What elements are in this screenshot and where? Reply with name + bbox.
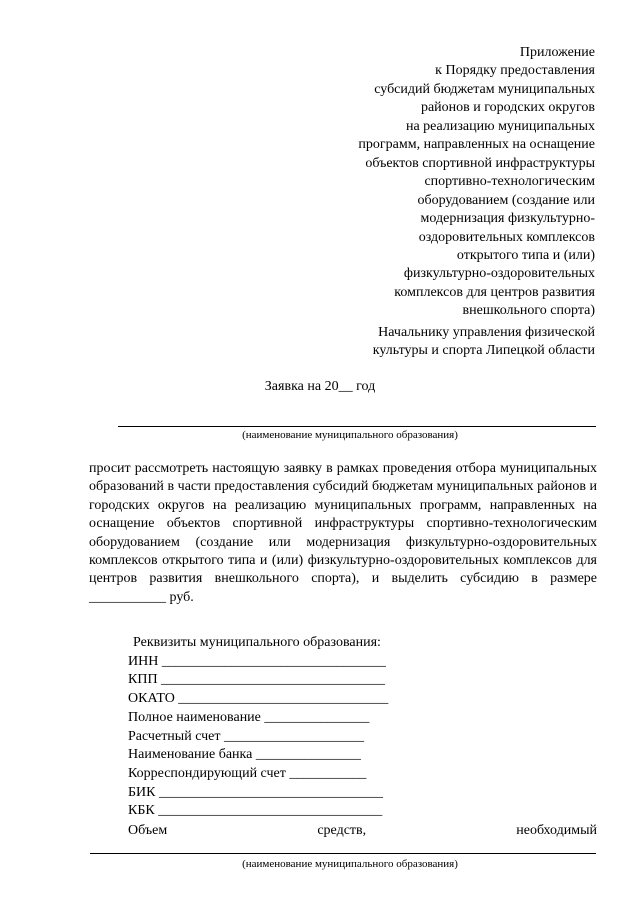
request-body-paragraph: просит рассмотреть настоящую заявку в рамках проведения отбора муниципальных образований в части предоставления субсидий бюджетам муниципальных районов и городских округов на реализацию муниципальных программ, направленных на оснащение объектов спортивной инфраструктуры спортивно-технологическим оборудованием (создание или модернизация физкультурно-оздоровительных комплексов открытого типа и (или) физкультурно-оздоровительных комплексов для центров развития внешкольного спорта), и выделить субсидию в размере ___________ руб.: [89, 461, 597, 605]
appendix-line: Приложение: [519, 45, 595, 60]
municipality-caption-2: (наименование муниципального образования): [242, 858, 458, 870]
requisites-heading: Реквизиты муниципального образования:: [133, 635, 381, 650]
appendix-line: физкультурно-оздоровительных: [403, 266, 595, 282]
volume-word: средств,: [317, 823, 367, 838]
appendix-line: спортивно-технологическим: [424, 174, 595, 190]
requisites-block: [128, 634, 388, 821]
requisite-kbk: КБК ________________________________: [128, 803, 383, 819]
appendix-line: районов и городских округов: [420, 100, 595, 116]
appendix-line: комплексов для центров развития: [394, 284, 595, 300]
appendix-line: к Порядку предоставления: [435, 63, 595, 79]
addressee-line: культуры и спорта Липецкой области: [372, 343, 595, 358]
requisite-corr-account: Корреспондирующий счет ___________: [128, 765, 367, 781]
municipality-blank-line: [118, 426, 596, 427]
request-title: Заявка на 20__ год: [264, 379, 376, 394]
appendix-line: внешкольного спорта): [462, 303, 595, 319]
volume-word: Объем: [128, 823, 168, 838]
appendix-line: оборудованием (создание или: [417, 192, 595, 208]
addressee-line: Начальнику управления физической: [378, 325, 595, 340]
appendix-block: [295, 44, 595, 321]
funds-volume-line: [128, 822, 597, 840]
requisite-kpp: КПП ________________________________: [128, 672, 386, 688]
appendix-line: оздоровительных комплексов: [418, 229, 595, 245]
volume-word: необходимый: [516, 823, 597, 838]
appendix-line: программ, направленных на оснащение: [358, 137, 595, 153]
requisite-inn: ИНН ________________________________: [128, 653, 386, 669]
appendix-line: на реализацию муниципальных: [405, 118, 595, 134]
appendix-line: модернизация физкультурно-: [420, 211, 595, 227]
requisite-okato: ОКАТО ______________________________: [128, 691, 389, 707]
municipality-caption: (наименование муниципального образования): [242, 429, 458, 441]
appendix-line: открытого типа и (или): [456, 247, 595, 263]
requisite-account: Расчетный счет ____________________: [128, 728, 365, 744]
addressee-block: [295, 324, 595, 360]
appendix-line: объектов спортивной инфраструктуры: [365, 155, 595, 171]
appendix-line: субсидий бюджетам муниципальных: [374, 81, 595, 97]
municipality-blank-line-2: [90, 853, 596, 854]
requisite-full-name: Полное наименование _______________: [128, 709, 370, 725]
requisite-bank-name: Наименование банка _______________: [128, 747, 361, 763]
requisite-bik: БИК ________________________________: [128, 784, 383, 800]
